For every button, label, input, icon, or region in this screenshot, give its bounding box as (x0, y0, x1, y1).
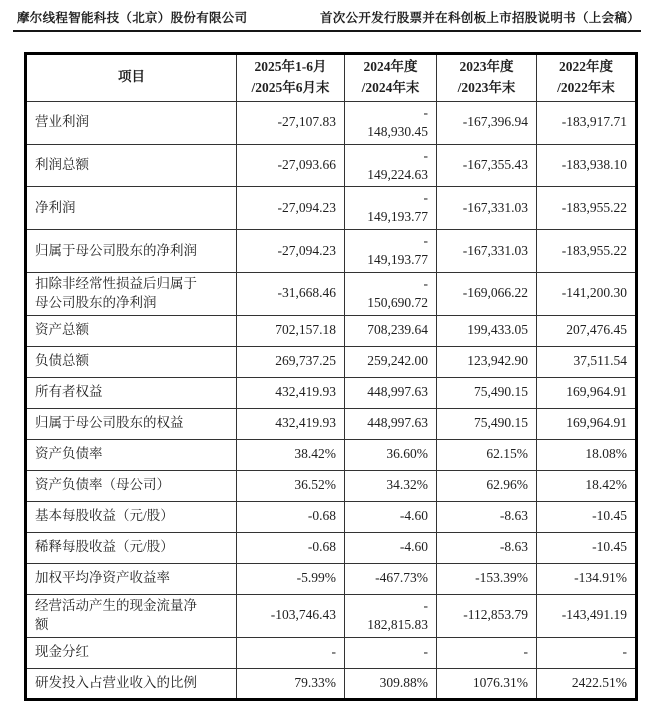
value-cell: - 148,930.45 (345, 101, 437, 144)
row-label: 归属于母公司股东的净利润 (26, 230, 237, 273)
value-cell: - (237, 637, 345, 668)
value-cell: -27,107.83 (237, 101, 345, 144)
value-cell: 432,419.93 (237, 377, 345, 408)
value-cell: -183,938.10 (537, 144, 637, 187)
company-name: 摩尔线程智能科技（北京）股份有限公司 (17, 11, 248, 25)
value-cell: 708,239.64 (345, 315, 437, 346)
value-cell: - 149,193.77 (345, 230, 437, 273)
value-cell: 448,997.63 (345, 377, 437, 408)
table-row (26, 230, 637, 273)
value-cell: 62.96% (437, 470, 537, 501)
row-label: 负债总额 (26, 346, 237, 377)
value-cell: -10.45 (537, 501, 637, 532)
value-cell: -27,094.23 (237, 230, 345, 273)
table-row (26, 272, 637, 315)
value-cell: -467.73% (345, 563, 437, 594)
row-label: 资产总额 (26, 315, 237, 346)
table-row (26, 315, 637, 346)
table-row (26, 501, 637, 532)
value-cell: 432,419.93 (237, 408, 345, 439)
row-label: 扣除非经常性损益后归属于 母公司股东的净利润 (26, 272, 237, 315)
table-row (26, 532, 637, 563)
row-label: 基本每股收益（元/股） (26, 501, 237, 532)
value-cell: - (537, 637, 637, 668)
value-cell: 259,242.00 (345, 346, 437, 377)
value-cell: 2422.51% (537, 668, 637, 699)
value-cell: 199,433.05 (437, 315, 537, 346)
row-label: 研发投入占营业收入的比例 (26, 668, 237, 699)
column-header: 项目 (26, 54, 237, 102)
row-label: 利润总额 (26, 144, 237, 187)
financial-summary-table (24, 52, 638, 701)
table-row (26, 594, 637, 637)
table-body (26, 101, 637, 699)
value-cell: 702,157.18 (237, 315, 345, 346)
column-header: 2022年度 /2022年末 (537, 54, 637, 102)
value-cell: 207,476.45 (537, 315, 637, 346)
value-cell: -143,491.19 (537, 594, 637, 637)
value-cell: 75,490.15 (437, 377, 537, 408)
value-cell: -27,093.66 (237, 144, 345, 187)
table-row (26, 101, 637, 144)
value-cell: 75,490.15 (437, 408, 537, 439)
value-cell: -8.63 (437, 532, 537, 563)
table-row (26, 470, 637, 501)
row-label: 经营活动产生的现金流量净 额 (26, 594, 237, 637)
table-header-row (26, 54, 637, 102)
row-label: 稀释每股收益（元/股） (26, 532, 237, 563)
table-row (26, 563, 637, 594)
row-label: 所有者权益 (26, 377, 237, 408)
header-divider (13, 30, 641, 32)
value-cell: -27,094.23 (237, 187, 345, 230)
value-cell: 1076.31% (437, 668, 537, 699)
value-cell: -5.99% (237, 563, 345, 594)
value-cell: -112,853.79 (437, 594, 537, 637)
value-cell: 123,942.90 (437, 346, 537, 377)
table-row (26, 637, 637, 668)
value-cell: -183,955.22 (537, 230, 637, 273)
table-row (26, 377, 637, 408)
value-cell: 169,964.91 (537, 377, 637, 408)
row-label: 资产负债率 (26, 439, 237, 470)
value-cell: -4.60 (345, 532, 437, 563)
value-cell: -167,355.43 (437, 144, 537, 187)
row-label: 加权平均净资产收益率 (26, 563, 237, 594)
value-cell: -167,331.03 (437, 230, 537, 273)
value-cell: -4.60 (345, 501, 437, 532)
value-cell: -141,200.30 (537, 272, 637, 315)
table-row (26, 144, 637, 187)
row-label: 归属于母公司股东的权益 (26, 408, 237, 439)
column-header: 2024年度 /2024年末 (345, 54, 437, 102)
value-cell: -103,746.43 (237, 594, 345, 637)
row-label: 营业利润 (26, 101, 237, 144)
value-cell: 34.32% (345, 470, 437, 501)
value-cell: 37,511.54 (537, 346, 637, 377)
value-cell: - 149,193.77 (345, 187, 437, 230)
page-header (0, 0, 654, 26)
column-header: 2023年度 /2023年末 (437, 54, 537, 102)
value-cell: -153.39% (437, 563, 537, 594)
value-cell: 38.42% (237, 439, 345, 470)
value-cell: - 149,224.63 (345, 144, 437, 187)
value-cell: 309.88% (345, 668, 437, 699)
table-row (26, 668, 637, 699)
value-cell: -134.91% (537, 563, 637, 594)
value-cell: -169,066.22 (437, 272, 537, 315)
value-cell: -0.68 (237, 501, 345, 532)
table-head (26, 54, 637, 102)
value-cell: 79.33% (237, 668, 345, 699)
value-cell: -167,396.94 (437, 101, 537, 144)
value-cell: - (437, 637, 537, 668)
value-cell: 269,737.25 (237, 346, 345, 377)
value-cell: 18.08% (537, 439, 637, 470)
table-row (26, 187, 637, 230)
value-cell: 169,964.91 (537, 408, 637, 439)
row-label: 现金分红 (26, 637, 237, 668)
value-cell: -8.63 (437, 501, 537, 532)
value-cell: 36.60% (345, 439, 437, 470)
value-cell: -31,668.46 (237, 272, 345, 315)
value-cell: -10.45 (537, 532, 637, 563)
value-cell: 18.42% (537, 470, 637, 501)
table-row (26, 346, 637, 377)
value-cell: - 182,815.83 (345, 594, 437, 637)
row-label: 净利润 (26, 187, 237, 230)
table-row (26, 408, 637, 439)
value-cell: 62.15% (437, 439, 537, 470)
value-cell: - 150,690.72 (345, 272, 437, 315)
document-title: 首次公开发行股票并在科创板上市招股说明书（上会稿） (319, 11, 640, 25)
value-cell: -0.68 (237, 532, 345, 563)
value-cell: -167,331.03 (437, 187, 537, 230)
value-cell: - (345, 637, 437, 668)
row-label: 资产负债率（母公司） (26, 470, 237, 501)
value-cell: 448,997.63 (345, 408, 437, 439)
table-row (26, 439, 637, 470)
column-header: 2025年1-6月 /2025年6月末 (237, 54, 345, 102)
value-cell: -183,917.71 (537, 101, 637, 144)
value-cell: -183,955.22 (537, 187, 637, 230)
value-cell: 36.52% (237, 470, 345, 501)
